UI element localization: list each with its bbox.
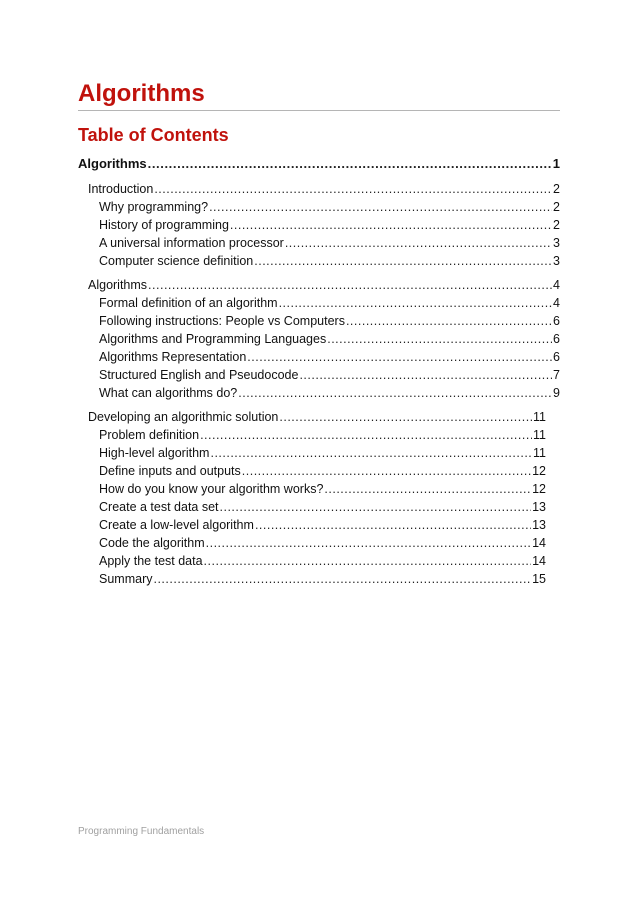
toc-entry-algorithms-representation[interactable]: [78, 348, 560, 366]
toc-leader-dots: [242, 462, 531, 480]
toc-leader-dots: [255, 516, 531, 534]
toc-leader-dots: [254, 252, 552, 270]
toc-page-number: 12: [532, 464, 546, 478]
toc-leader-dots: [154, 180, 552, 198]
page-footer: Programming Fundamentals: [78, 826, 205, 837]
toc-entry-problem-definition[interactable]: [78, 426, 546, 444]
toc-entry-label: Problem definition: [99, 428, 200, 442]
toc-page-number: 11: [533, 428, 546, 442]
toc-entry-history-of-programming[interactable]: [78, 216, 560, 234]
toc-leader-dots: [247, 348, 552, 366]
toc-leader-dots: [210, 444, 532, 462]
toc-entry-universal-information-processor[interactable]: [78, 234, 560, 252]
document-title: Algorithms: [78, 80, 205, 107]
toc-entry-algorithms[interactable]: [78, 276, 560, 294]
toc-entry-label: Define inputs and outputs: [99, 464, 241, 478]
toc-entry-structured-english[interactable]: [78, 366, 560, 384]
toc-entry-label: Code the algorithm: [99, 536, 205, 550]
toc-page-number: 2: [553, 182, 560, 196]
toc-page-number: 13: [532, 518, 546, 532]
toc-entry-label: Structured English and Pseudocode: [99, 368, 299, 382]
toc-entry-label: Algorithms Representation: [99, 350, 247, 364]
toc-entry-label: History of programming: [99, 218, 229, 232]
toc-page-number: 11: [533, 410, 546, 424]
toc-entry-label: Create a low-level algorithm: [99, 518, 254, 532]
toc-entry-algorithms-top[interactable]: [78, 155, 560, 173]
toc-entry-label: Create a test data set: [99, 500, 219, 514]
toc-page-number: 4: [553, 278, 560, 292]
toc-leader-dots: [230, 216, 552, 234]
toc-entry-high-level-algorithm[interactable]: [78, 444, 546, 462]
toc-entry-label: Algorithms and Programming Languages: [99, 332, 327, 346]
toc-leader-dots: [327, 330, 552, 348]
toc-entry-computer-science-definition[interactable]: [78, 252, 560, 270]
toc-page-number: 3: [553, 254, 560, 268]
toc-heading: Table of Contents: [78, 125, 229, 145]
toc-entry-what-can-algorithms-do[interactable]: [78, 384, 560, 402]
toc-page-number: 2: [553, 200, 560, 214]
toc-page-number: 6: [553, 350, 560, 364]
toc-entry-formal-definition[interactable]: [78, 294, 560, 312]
title-divider: [78, 110, 560, 111]
toc-entry-label: Summary: [99, 572, 153, 586]
toc-page-number: 1: [552, 156, 560, 171]
toc-leader-dots: [238, 384, 552, 402]
toc-entry-developing-solution[interactable]: [78, 408, 546, 426]
toc-leader-dots: [204, 552, 532, 570]
toc-entry-create-low-level-algorithm[interactable]: [78, 516, 546, 534]
toc-page-number: 2: [553, 218, 560, 232]
toc-entry-label: High-level algorithm: [99, 446, 210, 460]
toc-entry-label: What can algorithms do?: [99, 386, 238, 400]
toc-leader-dots: [279, 408, 532, 426]
toc-page-number: 12: [532, 482, 546, 496]
toc-leader-dots: [285, 234, 552, 252]
toc-page-number: 6: [553, 314, 560, 328]
toc-entry-label: Developing an algorithmic solution: [88, 410, 279, 424]
toc-leader-dots: [299, 366, 552, 384]
toc-entry-label: Algorithms: [78, 156, 147, 171]
toc-leader-dots: [324, 480, 531, 498]
toc-entry-label: A universal information processor: [99, 236, 284, 250]
toc-entry-following-instructions[interactable]: [78, 312, 560, 330]
toc-page-number: 9: [553, 386, 560, 400]
toc-leader-dots: [279, 294, 552, 312]
toc-page-number: 13: [532, 500, 546, 514]
toc-entry-how-do-you-know[interactable]: [78, 480, 546, 498]
toc-entry-label: Following instructions: People vs Computers: [99, 314, 345, 328]
toc-page-number: 3: [553, 236, 560, 250]
toc-page-number: 14: [532, 554, 546, 568]
toc-entry-label: Introduction: [88, 182, 154, 196]
toc-leader-dots: [148, 155, 552, 173]
toc-entry-summary[interactable]: [78, 570, 546, 588]
toc-page-number: 6: [553, 332, 560, 346]
toc-entry-label: Why programming?: [99, 200, 209, 214]
toc-page-number: 14: [532, 536, 546, 550]
toc-entry-label: Algorithms: [88, 278, 148, 292]
toc-entry-apply-test-data[interactable]: [78, 552, 546, 570]
toc-entry-why-programming[interactable]: [78, 198, 560, 216]
toc-entry-introduction[interactable]: [78, 180, 560, 198]
toc-leader-dots: [153, 570, 531, 588]
toc-leader-dots: [206, 534, 531, 552]
toc-page-number: 7: [553, 368, 560, 382]
toc-entry-create-test-data-set[interactable]: [78, 498, 546, 516]
toc-leader-dots: [209, 198, 552, 216]
toc-entry-define-inputs-outputs[interactable]: [78, 462, 546, 480]
toc-leader-dots: [346, 312, 552, 330]
toc-entry-label: Formal definition of an algorithm: [99, 296, 278, 310]
toc-entry-algorithms-and-languages[interactable]: [78, 330, 560, 348]
toc-page-number: 15: [532, 572, 546, 586]
toc-entry-code-the-algorithm[interactable]: [78, 534, 546, 552]
toc-entry-label: Apply the test data: [99, 554, 203, 568]
toc-leader-dots: [220, 498, 532, 516]
toc-leader-dots: [200, 426, 532, 444]
toc-entry-label: Computer science definition: [99, 254, 254, 268]
table-of-contents: [78, 155, 560, 588]
toc-page-number: 11: [533, 446, 546, 460]
toc-page-number: 4: [553, 296, 560, 310]
toc-entry-label: How do you know your algorithm works?: [99, 482, 324, 496]
toc-leader-dots: [148, 276, 552, 294]
